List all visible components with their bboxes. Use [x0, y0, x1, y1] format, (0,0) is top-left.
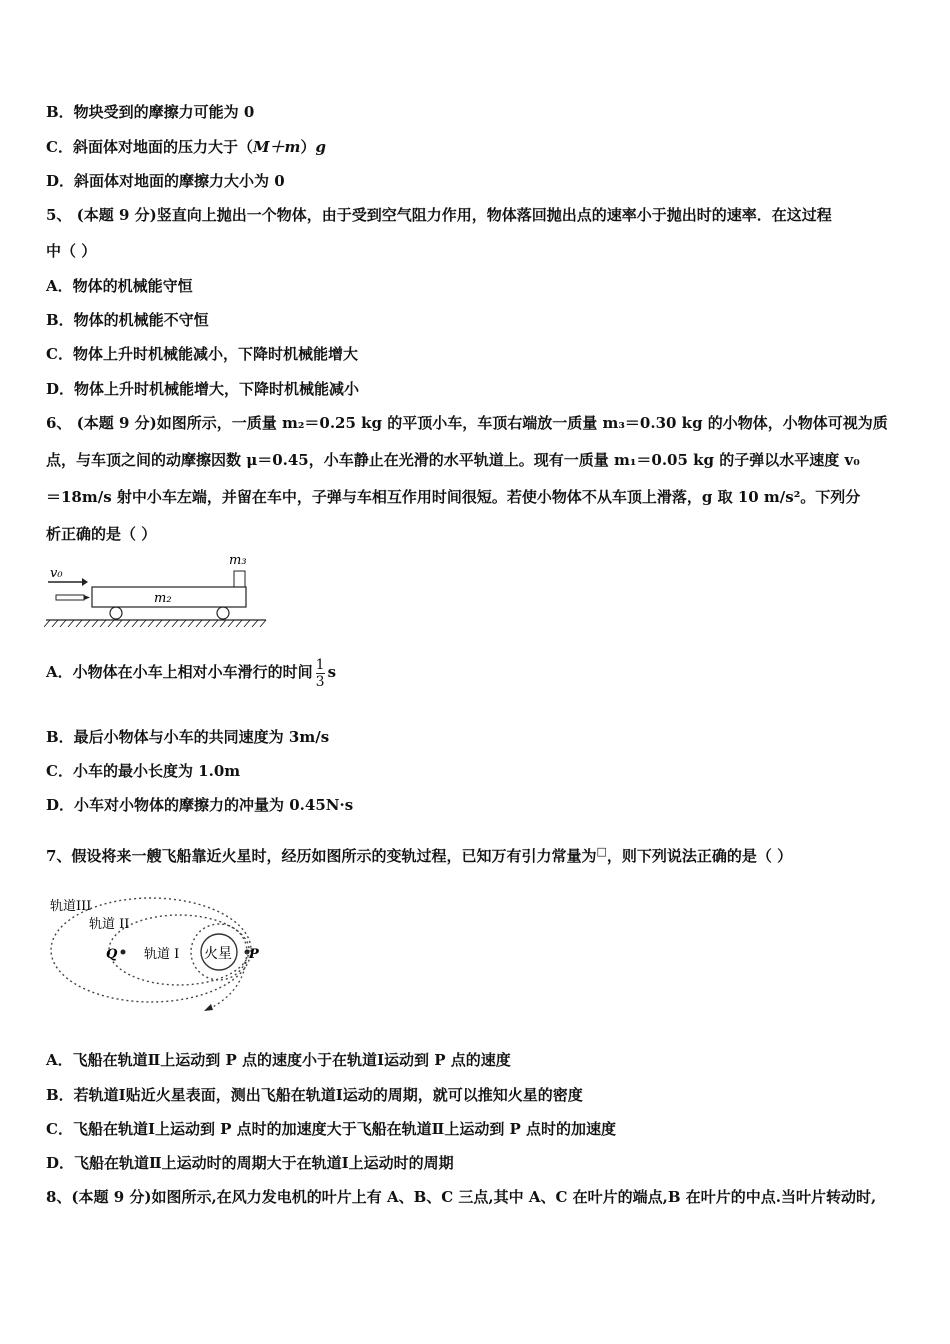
mars-label: 火星	[204, 946, 232, 962]
label-p: P	[249, 947, 259, 962]
q6-stem-line1: 6、 (本题 9 分)如图所示，一质量 m₂＝0.25 kg 的平顶小车，车顶右端放一质量 m₃＝0.30 kg 的小物体，小物体可视为质	[46, 414, 888, 432]
ground-hatching	[44, 620, 266, 627]
cart-wheel-right	[217, 607, 229, 619]
q6-option-c: C．小车的最小长度为 1.0m	[46, 762, 241, 780]
q6-option-d: D．小车对小物体的摩擦力的冲量为 0.45N·s	[46, 796, 354, 814]
q6-option-b: B．最后小物体与小车的共同速度为 3m/s	[46, 728, 330, 746]
q6-option-a-text: A．小物体在小车上相对小车滑行的时间	[46, 663, 313, 681]
q6-stem-line3: ＝18m/s 射中小车左端，并留在车中，子弹与车相互作用时间很短。若使小物体不从车顶上滑落，g 取 10 m/s²。下列分	[46, 488, 861, 506]
q7-stem	[46, 842, 910, 866]
figure-label-m3: m₃	[229, 553, 247, 568]
q6-option-a-unit: s	[327, 663, 337, 681]
q4-option-c-var: M＋m	[252, 138, 301, 156]
q7-option-a: A．飞船在轨道Ⅱ上运动到 P 点的速度小于在轨道Ⅰ运动到 P 点的速度	[46, 1051, 511, 1069]
label-q: Q	[106, 947, 118, 962]
gravity-constant-placeholder: □	[596, 845, 607, 858]
q7-option-c: C．飞船在轨道Ⅰ上运动到 P 点时的加速度大于飞船在轨道Ⅱ上运动到 P 点时的加速度	[46, 1120, 617, 1138]
q4-option-c-post: ）	[300, 138, 316, 156]
block-m3	[234, 571, 245, 587]
figure-label-v0: v₀	[50, 566, 63, 581]
q6-option-a	[46, 646, 910, 698]
fraction-numerator: 1	[315, 656, 325, 673]
time-fraction	[316, 657, 325, 690]
trajectory-arrow-icon	[204, 1004, 213, 1011]
fraction-denominator: 3	[315, 673, 325, 690]
q5-option-a: A．物体的机械能守恒	[46, 277, 193, 295]
q5-option-b: B．物体的机械能不守恒	[46, 311, 209, 329]
q5-option-c: C．物体上升时机械能减小，下降时机械能增大	[46, 345, 358, 363]
bullet-tip-icon	[84, 595, 90, 600]
q4-option-b: B．物块受到的摩擦力可能为 0	[46, 103, 255, 121]
orbit-figure	[46, 892, 276, 1016]
q5-stem-line1: 5、 (本题 9 分)竖直向上抛出一个物体，由于受到空气阻力作用，物体落回抛出点的速率小于抛出时的速率．在这过程	[46, 206, 832, 224]
q4-option-c-g: g	[315, 138, 326, 156]
q6-stem-line2: 点，与车顶之间的动摩擦因数 μ＝0.45，小车静止在光滑的水平轨道上。现有一质量 m₁＝0.05 kg 的子弹以水平速度 v₀	[46, 451, 860, 469]
q7-stem-post: ，则下列说法正确的是（ ）	[606, 847, 793, 865]
q8-stem-line1: 8、(本题 9 分)如图所示,在风力发电机的叶片上有 A、B、C 三点,其中 A、C 在叶片的端点,B 在叶片的中点.当叶片转动时,	[46, 1188, 877, 1206]
label-orbit-1: 轨道 I	[144, 947, 180, 962]
figure-label-m2: m₂	[154, 591, 172, 606]
label-orbit-3: 轨道III	[50, 899, 92, 914]
q5-stem-line2: 中（ ）	[46, 242, 97, 260]
velocity-arrow-head-icon	[82, 578, 88, 586]
cart-wheel-left	[110, 607, 122, 619]
q7-option-b: B．若轨道Ⅰ贴近火星表面，测出飞船在轨道Ⅰ运动的周期，就可以推知火星的密度	[46, 1086, 583, 1104]
bullet	[56, 595, 84, 600]
cart-figure	[44, 550, 270, 632]
q7-stem-pre: 7、假设将来一艘飞船靠近火星时，经历如图所示的变轨过程，已知万有引力常量为	[46, 847, 597, 865]
q5-option-d: D．物体上升时机械能增大，下降时机械能减小	[46, 380, 360, 398]
q4-option-d: D．斜面体对地面的摩擦力大小为 0	[46, 172, 285, 190]
label-orbit-2: 轨道 II	[89, 917, 130, 932]
q7-option-d: D．飞船在轨道Ⅱ上运动时的周期大于在轨道Ⅰ上运动时的周期	[46, 1154, 454, 1172]
q6-stem-line4: 析正确的是（ ）	[46, 525, 157, 543]
point-q	[121, 950, 126, 955]
q4-option-c-pre: C．斜面体对地面的压力大于（	[46, 138, 253, 156]
q4-option-c	[46, 137, 910, 157]
